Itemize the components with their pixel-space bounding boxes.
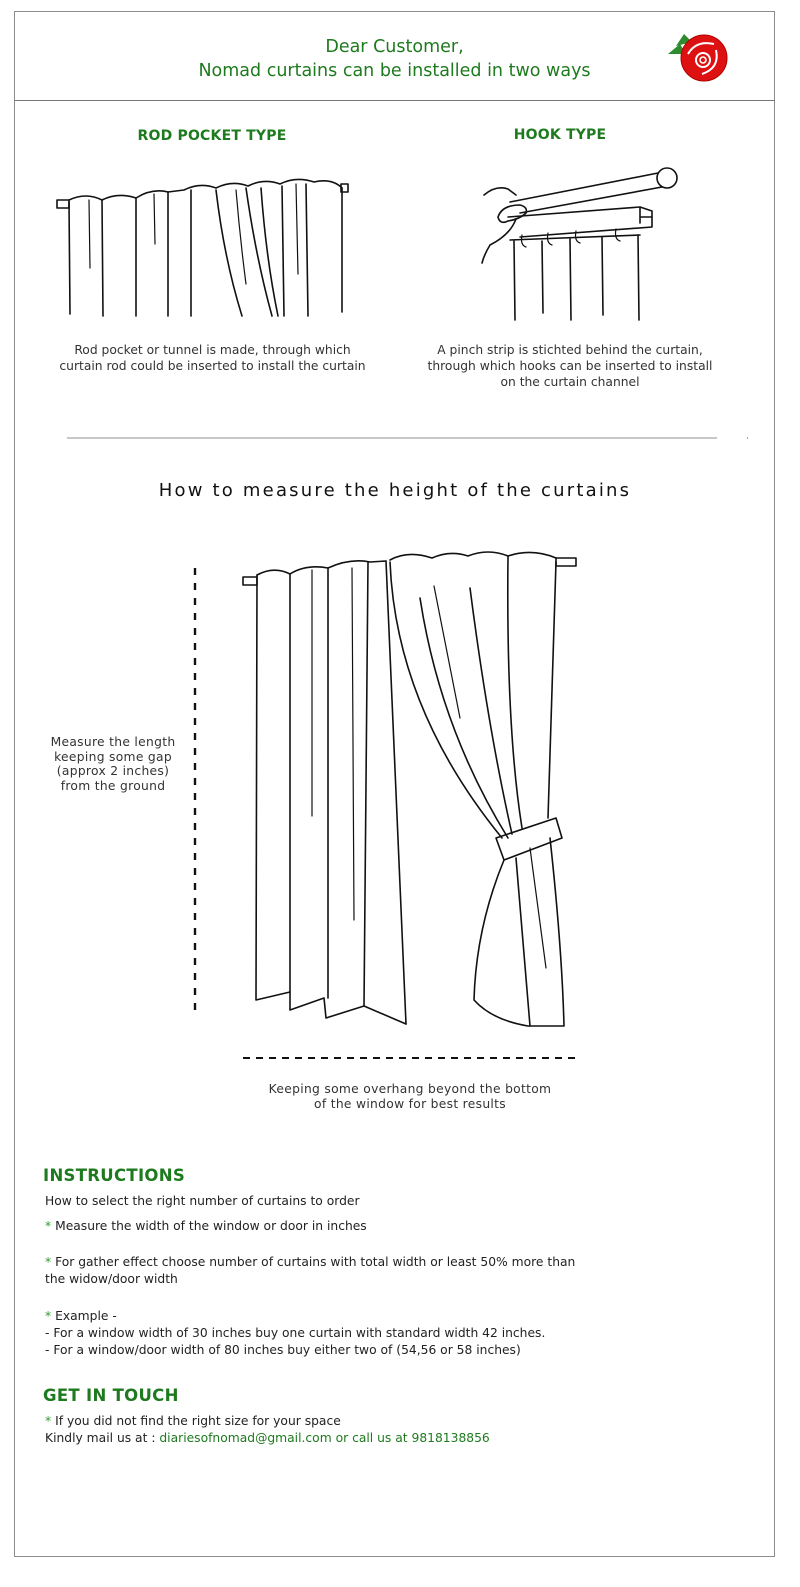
divider-dot [747,437,748,439]
instruction-bullet-gather: * For gather effect choose number of curtains with total width or least 50% more than the widow/door width [45,1255,576,1286]
instructions-intro: How to select the right number of curtains to order [45,1194,360,1208]
rod-pocket-curtain-illustration [56,178,356,318]
section-divider [67,437,717,439]
height-measure-note: Measure the length keeping some gap (approx 2 inches) from the ground [50,735,176,793]
contact-phone-link[interactable]: 9818138856 [411,1431,490,1445]
overhang-note: Keeping some overhang beyond the bottom of the window for best results [268,1082,552,1111]
rose-logo-icon [666,24,730,84]
hook-type-title: HOOK TYPE [513,127,607,143]
header-greeting: Dear Customer, [325,37,464,57]
bullet-star: * [45,1414,52,1428]
instruction-example: * Example - - For a window width of 30 inches buy one curtain with standard width 42 inches. - For a window/door width of 80 inches buy either two of (54,56 or 58 inches) [45,1308,625,1359]
instructions-heading: INSTRUCTIONS [43,1166,186,1185]
contact-heading: GET IN TOUCH [43,1386,179,1405]
height-dashed-line [190,568,200,1010]
hook-type-caption: A pinch strip is stichted behind the curtain, through which hooks can be inserted to install on the curtain channel [427,343,713,389]
measure-title: How to measure the height of the curtains [158,480,632,501]
header [14,11,775,101]
header-title [14,35,775,83]
bullet-star: * [45,1309,52,1323]
example-line-1: - For a window width of 30 inches buy one curtain with standard width 42 inches. [45,1326,546,1340]
rod-pocket-title: ROD POCKET TYPE [137,128,287,144]
rod-pocket-caption: Rod pocket or tunnel is made, through which curtain rod could be inserted to install the curtain [59,343,366,373]
tied-curtain-illustration [240,548,590,1033]
example-line-2: - For a window/door width of 80 inches buy either two of (54,56 or 58 inches) [45,1343,521,1357]
instruction-bullet-measure: * Measure the width of the window or door in inches [45,1219,367,1233]
width-dashed-line [243,1055,575,1061]
contact-info: * If you did not find the right size for your space Kindly mail us at : diariesofnomad@gmail.com or call us at 9818138856 [45,1414,490,1445]
bullet-star: * [45,1255,52,1269]
bullet-star: * [45,1219,52,1233]
contact-email-link[interactable]: diariesofnomad@gmail.com [159,1431,332,1445]
hook-curtain-illustration [480,165,690,325]
header-subtitle: Nomad curtains can be installed in two ways [198,61,591,81]
